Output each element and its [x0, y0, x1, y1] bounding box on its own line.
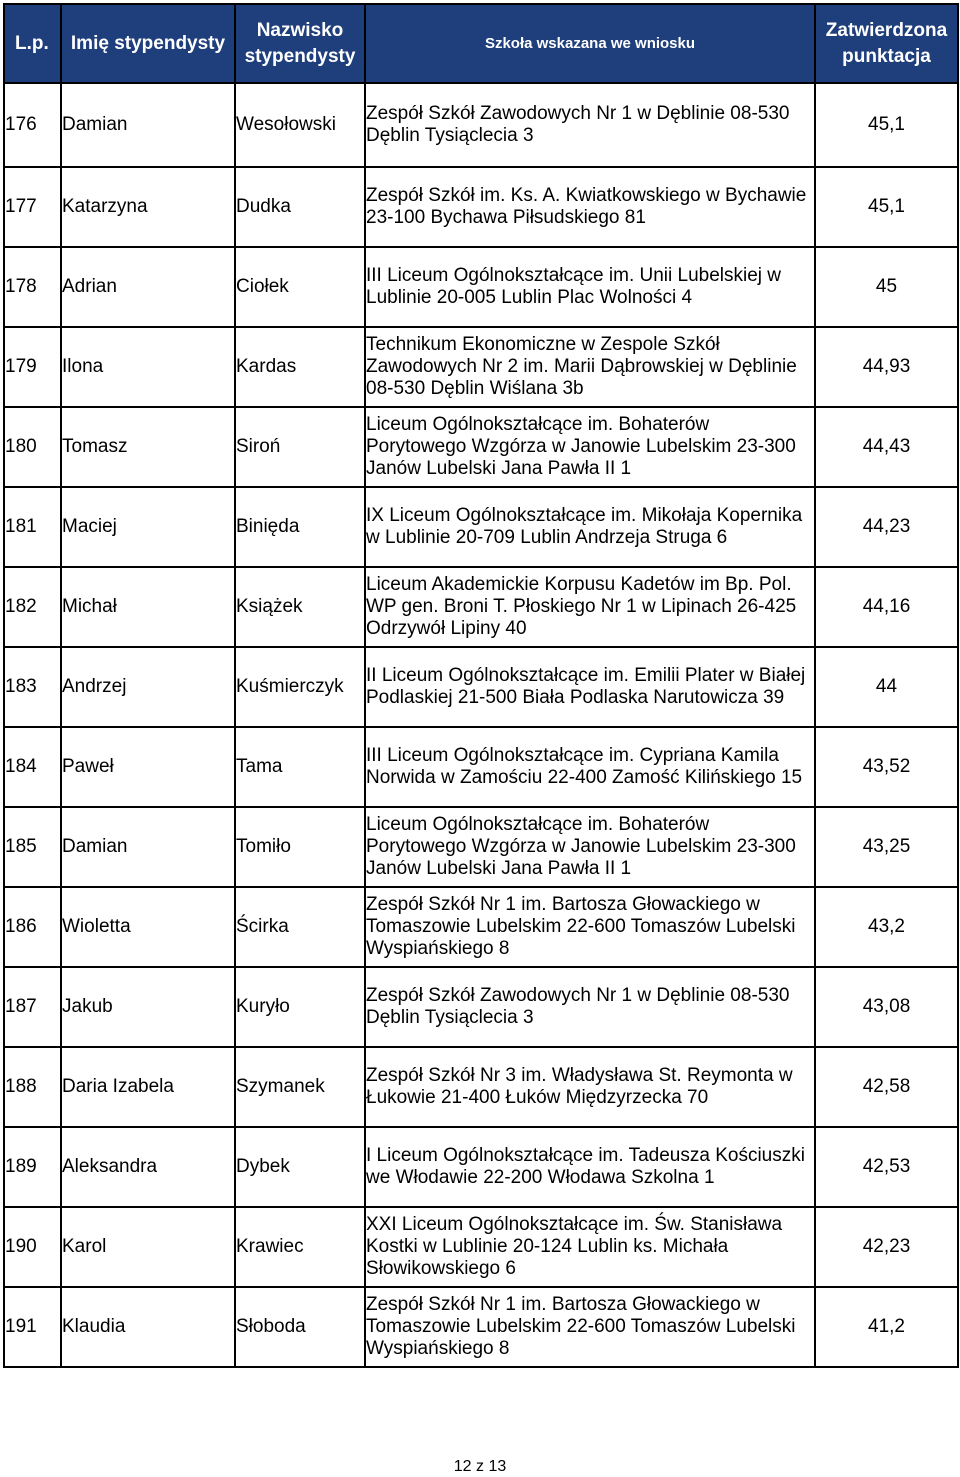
- cell-lp: 183: [4, 647, 61, 727]
- header-school: Szkoła wskazana we wniosku: [365, 4, 815, 83]
- table-row: [4, 327, 958, 407]
- cell-last-name: Siroń: [235, 407, 365, 487]
- cell-lp: 176: [4, 83, 61, 167]
- cell-score: 44,16: [815, 567, 958, 647]
- cell-score: 45,1: [815, 167, 958, 247]
- cell-first-name: Damian: [61, 807, 235, 887]
- table-row: [4, 967, 958, 1047]
- cell-last-name: Dudka: [235, 167, 365, 247]
- cell-school: Zespół Szkół Nr 1 im. Bartosza Głowackiego w Tomaszowie Lubelskim 22-600 Tomaszów Lubelski Wyspiańskiego 8: [365, 887, 815, 967]
- table-row: [4, 647, 958, 727]
- cell-first-name: Daria Izabela: [61, 1047, 235, 1127]
- cell-first-name: Maciej: [61, 487, 235, 567]
- cell-score: 45,1: [815, 83, 958, 167]
- cell-last-name: Słoboda: [235, 1287, 365, 1367]
- cell-lp: 178: [4, 247, 61, 327]
- cell-first-name: Katarzyna: [61, 167, 235, 247]
- cell-school: Zespół Szkół Nr 1 im. Bartosza Głowackiego w Tomaszowie Lubelskim 22-600 Tomaszów Lubelski Wyspiańskiego 8: [365, 1287, 815, 1367]
- cell-lp: 187: [4, 967, 61, 1047]
- cell-last-name: Wesołowski: [235, 83, 365, 167]
- table-row: [4, 407, 958, 487]
- table-header-row: [4, 4, 958, 83]
- table-row: [4, 1047, 958, 1127]
- cell-score: 44: [815, 647, 958, 727]
- table-row: [4, 1207, 958, 1287]
- cell-last-name: Ciołek: [235, 247, 365, 327]
- cell-school: Technikum Ekonomiczne w Zespole Szkół Zawodowych Nr 2 im. Marii Dąbrowskiej w Dęblinie 08-530 Dęblin Wiślana 3b: [365, 327, 815, 407]
- cell-lp: 184: [4, 727, 61, 807]
- table-row: [4, 83, 958, 167]
- table-row: [4, 487, 958, 567]
- cell-school: Zespół Szkół im. Ks. A. Kwiatkowskiego w Bychawie 23-100 Bychawa Piłsudskiego 81: [365, 167, 815, 247]
- header-first-name: Imię stypendysty: [61, 4, 235, 83]
- cell-school: I Liceum Ogólnokształcące im. Tadeusza Kościuszki we Włodawie 22-200 Włodawa Szkolna 1: [365, 1127, 815, 1207]
- cell-score: 45: [815, 247, 958, 327]
- cell-score: 43,25: [815, 807, 958, 887]
- header-lp: L.p.: [4, 4, 61, 83]
- header-last-name: Nazwisko stypendysty: [235, 4, 365, 83]
- cell-first-name: Jakub: [61, 967, 235, 1047]
- cell-first-name: Paweł: [61, 727, 235, 807]
- header-score: Zatwierdzona punktacja: [815, 4, 958, 83]
- cell-school: XXI Liceum Ogólnokształcące im. Św. Stanisława Kostki w Lublinie 20-124 Lublin ks. Michała Słowikowskiego 6: [365, 1207, 815, 1287]
- table-row: [4, 887, 958, 967]
- cell-score: 44,93: [815, 327, 958, 407]
- cell-last-name: Tomiło: [235, 807, 365, 887]
- cell-score: 43,2: [815, 887, 958, 967]
- cell-last-name: Dybek: [235, 1127, 365, 1207]
- cell-first-name: Michał: [61, 567, 235, 647]
- table-row: [4, 247, 958, 327]
- cell-lp: 181: [4, 487, 61, 567]
- cell-lp: 185: [4, 807, 61, 887]
- cell-school: Liceum Akademickie Korpusu Kadetów im Bp. Pol. WP gen. Broni T. Płoskiego Nr 1 w Lipinach 26-425 Odrzywół Lipiny 40: [365, 567, 815, 647]
- cell-score: 43,52: [815, 727, 958, 807]
- cell-school: Liceum Ogólnokształcące im. Bohaterów Porytowego Wzgórza w Janowie Lubelskim 23-300 Janów Lubelski Jana Pawła II 1: [365, 407, 815, 487]
- cell-last-name: Kuśmierczyk: [235, 647, 365, 727]
- table-row: [4, 1287, 958, 1367]
- cell-first-name: Ilona: [61, 327, 235, 407]
- cell-score: 42,58: [815, 1047, 958, 1127]
- cell-lp: 191: [4, 1287, 61, 1367]
- table-row: [4, 567, 958, 647]
- cell-score: 43,08: [815, 967, 958, 1047]
- cell-first-name: Damian: [61, 83, 235, 167]
- table-row: [4, 807, 958, 887]
- cell-last-name: Krawiec: [235, 1207, 365, 1287]
- cell-school: Zespół Szkół Zawodowych Nr 1 w Dęblinie 08-530 Dęblin Tysiąclecia 3: [365, 83, 815, 167]
- cell-first-name: Klaudia: [61, 1287, 235, 1367]
- cell-school: Zespół Szkół Nr 3 im. Władysława St. Reymonta w Łukowie 21-400 Łuków Międzyrzecka 70: [365, 1047, 815, 1127]
- cell-score: 44,23: [815, 487, 958, 567]
- cell-lp: 189: [4, 1127, 61, 1207]
- scholarship-table: [3, 3, 959, 1368]
- cell-school: III Liceum Ogólnokształcące im. Unii Lubelskiej w Lublinie 20-005 Lublin Plac Wolności 4: [365, 247, 815, 327]
- cell-lp: 177: [4, 167, 61, 247]
- page-number: 12 z 13: [453, 1458, 507, 1475]
- cell-school: IX Liceum Ogólnokształcące im. Mikołaja Kopernika w Lublinie 20-709 Lublin Andrzeja Struga 6: [365, 487, 815, 567]
- cell-last-name: Książek: [235, 567, 365, 647]
- cell-score: 41,2: [815, 1287, 958, 1367]
- cell-last-name: Ścirka: [235, 887, 365, 967]
- cell-score: 42,23: [815, 1207, 958, 1287]
- table-row: [4, 1127, 958, 1207]
- cell-first-name: Aleksandra: [61, 1127, 235, 1207]
- cell-first-name: Karol: [61, 1207, 235, 1287]
- cell-lp: 182: [4, 567, 61, 647]
- cell-lp: 190: [4, 1207, 61, 1287]
- cell-score: 42,53: [815, 1127, 958, 1207]
- table-row: [4, 167, 958, 247]
- cell-school: II Liceum Ogólnokształcące im. Emilii Plater w Białej Podlaskiej 21-500 Biała Podlaska Narutowicza 39: [365, 647, 815, 727]
- cell-lp: 179: [4, 327, 61, 407]
- cell-lp: 188: [4, 1047, 61, 1127]
- cell-last-name: Binięda: [235, 487, 365, 567]
- cell-school: Zespół Szkół Zawodowych Nr 1 w Dęblinie 08-530 Dęblin Tysiąclecia 3: [365, 967, 815, 1047]
- cell-last-name: Tama: [235, 727, 365, 807]
- cell-first-name: Adrian: [61, 247, 235, 327]
- cell-last-name: Kuryło: [235, 967, 365, 1047]
- cell-lp: 186: [4, 887, 61, 967]
- cell-last-name: Kardas: [235, 327, 365, 407]
- cell-first-name: Wioletta: [61, 887, 235, 967]
- cell-school: III Liceum Ogólnokształcące im. Cypriana Kamila Norwida w Zamościu 22-400 Zamość Kilińskiego 15: [365, 727, 815, 807]
- cell-score: 44,43: [815, 407, 958, 487]
- cell-first-name: Andrzej: [61, 647, 235, 727]
- table-row: [4, 727, 958, 807]
- cell-lp: 180: [4, 407, 61, 487]
- cell-school: Liceum Ogólnokształcące im. Bohaterów Porytowego Wzgórza w Janowie Lubelskim 23-300 Janów Lubelski Jana Pawła II 1: [365, 807, 815, 887]
- cell-last-name: Szymanek: [235, 1047, 365, 1127]
- cell-first-name: Tomasz: [61, 407, 235, 487]
